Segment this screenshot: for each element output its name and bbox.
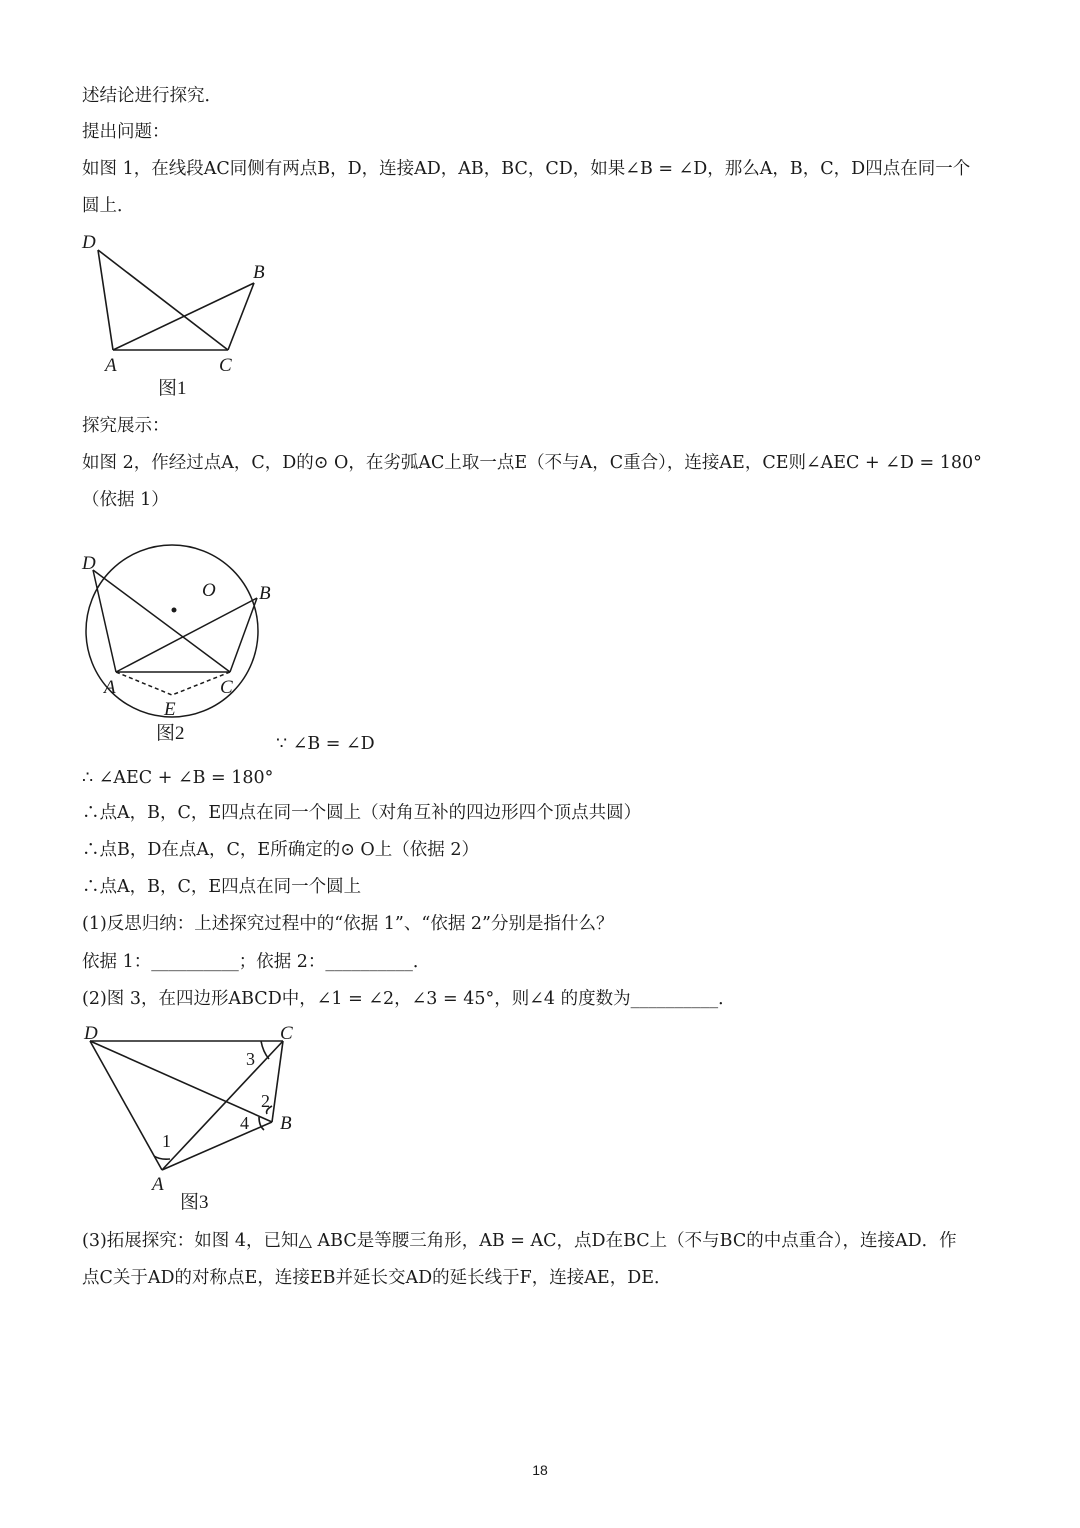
fig2-label-d: D [82,553,96,574]
text-line-5: 探究展示： [82,416,170,436]
fig2-center-dot [172,608,177,613]
fig2-caption: 图2 [156,723,185,744]
fig2-label-c: C [220,677,233,698]
fig3-label-b: B [280,1113,292,1134]
fig3-caption: 图3 [180,1192,209,1213]
fig3-angle-4: 4 [240,1113,249,1133]
text-line-17: 点C关于AD的对称点E，连接EB并延长交AD的延长线于F，连接AE，DE． [82,1268,672,1288]
text-line-8: ∵ ∠B = ∠D [276,734,375,754]
fig2-label-b: B [259,583,271,604]
text-line-7: （依据 1） [82,490,169,510]
text-line-15: (2)图 3，在四边形ABCD中，∠1 = ∠2，∠3 = 45°，则∠4 的度数为__________． [82,989,736,1009]
text-line-4: 圆上． [82,196,135,216]
text-line-1: 述结论进行探究． [82,86,222,106]
text-line-16: (3)拓展探究：如图 4，已知△ ABC是等腰三角形，AB = AC，点D在BC上（不与BC的中点重合），连接AD．作 [82,1231,957,1251]
fig3-angle-1: 1 [162,1131,171,1151]
figure-2-diagram [80,518,290,748]
figure-3-diagram [80,1018,310,1218]
fig3-label-a: A [152,1174,164,1195]
fig2-label-a: A [104,677,116,698]
fig3-angle-2: 2 [261,1091,270,1111]
figure-3 [80,1018,310,1222]
page-number: 18 [532,1462,548,1478]
text-line-12: ∴点A，B，C，E四点在同一个圆上 [82,877,362,897]
text-line-9: ∴ ∠AEC + ∠B = 180° [82,768,274,788]
fig3-label-d: D [84,1023,98,1044]
text-line-14: 依据 1：__________；依据 2：__________． [82,952,431,972]
fig2-label-o: O [202,580,216,601]
text-line-2: 提出问题： [82,122,170,142]
fig3-label-c: C [280,1023,293,1044]
fig1-label-c: C [219,355,232,376]
fig1-label-b: B [253,262,265,283]
figure-1 [80,228,290,408]
fig1-caption: 图1 [158,378,187,399]
text-line-6: 如图 2，作经过点A，C，D的⊙ O，在劣弧AC上取一点E（不与A，C重合），连接AE，CE则∠AEC + ∠D = 180° [82,453,982,473]
fig2-label-e: E [164,699,176,720]
fig1-label-d: D [82,232,96,253]
figure-2 [80,518,290,752]
fig1-label-a: A [105,355,117,376]
text-line-11: ∴点B，D在点A，C，E所确定的⊙ O上（依据 2） [82,840,479,860]
fig3-angle-3: 3 [246,1049,255,1069]
text-line-3: 如图 1，在线段AC同侧有两点B，D，连接AD，AB，BC，CD，如果∠B = ∠D，那么A，B，C，D四点在同一个 [82,159,971,179]
figure-1-diagram [80,228,290,404]
text-line-10: ∴点A，B，C，E四点在同一个圆上（对角互补的四边形四个顶点共圆） [82,803,642,823]
text-line-13: (1)反思归纳：上述探究过程中的“依据 1”、“依据 2”分别是指什么？ [82,914,614,934]
